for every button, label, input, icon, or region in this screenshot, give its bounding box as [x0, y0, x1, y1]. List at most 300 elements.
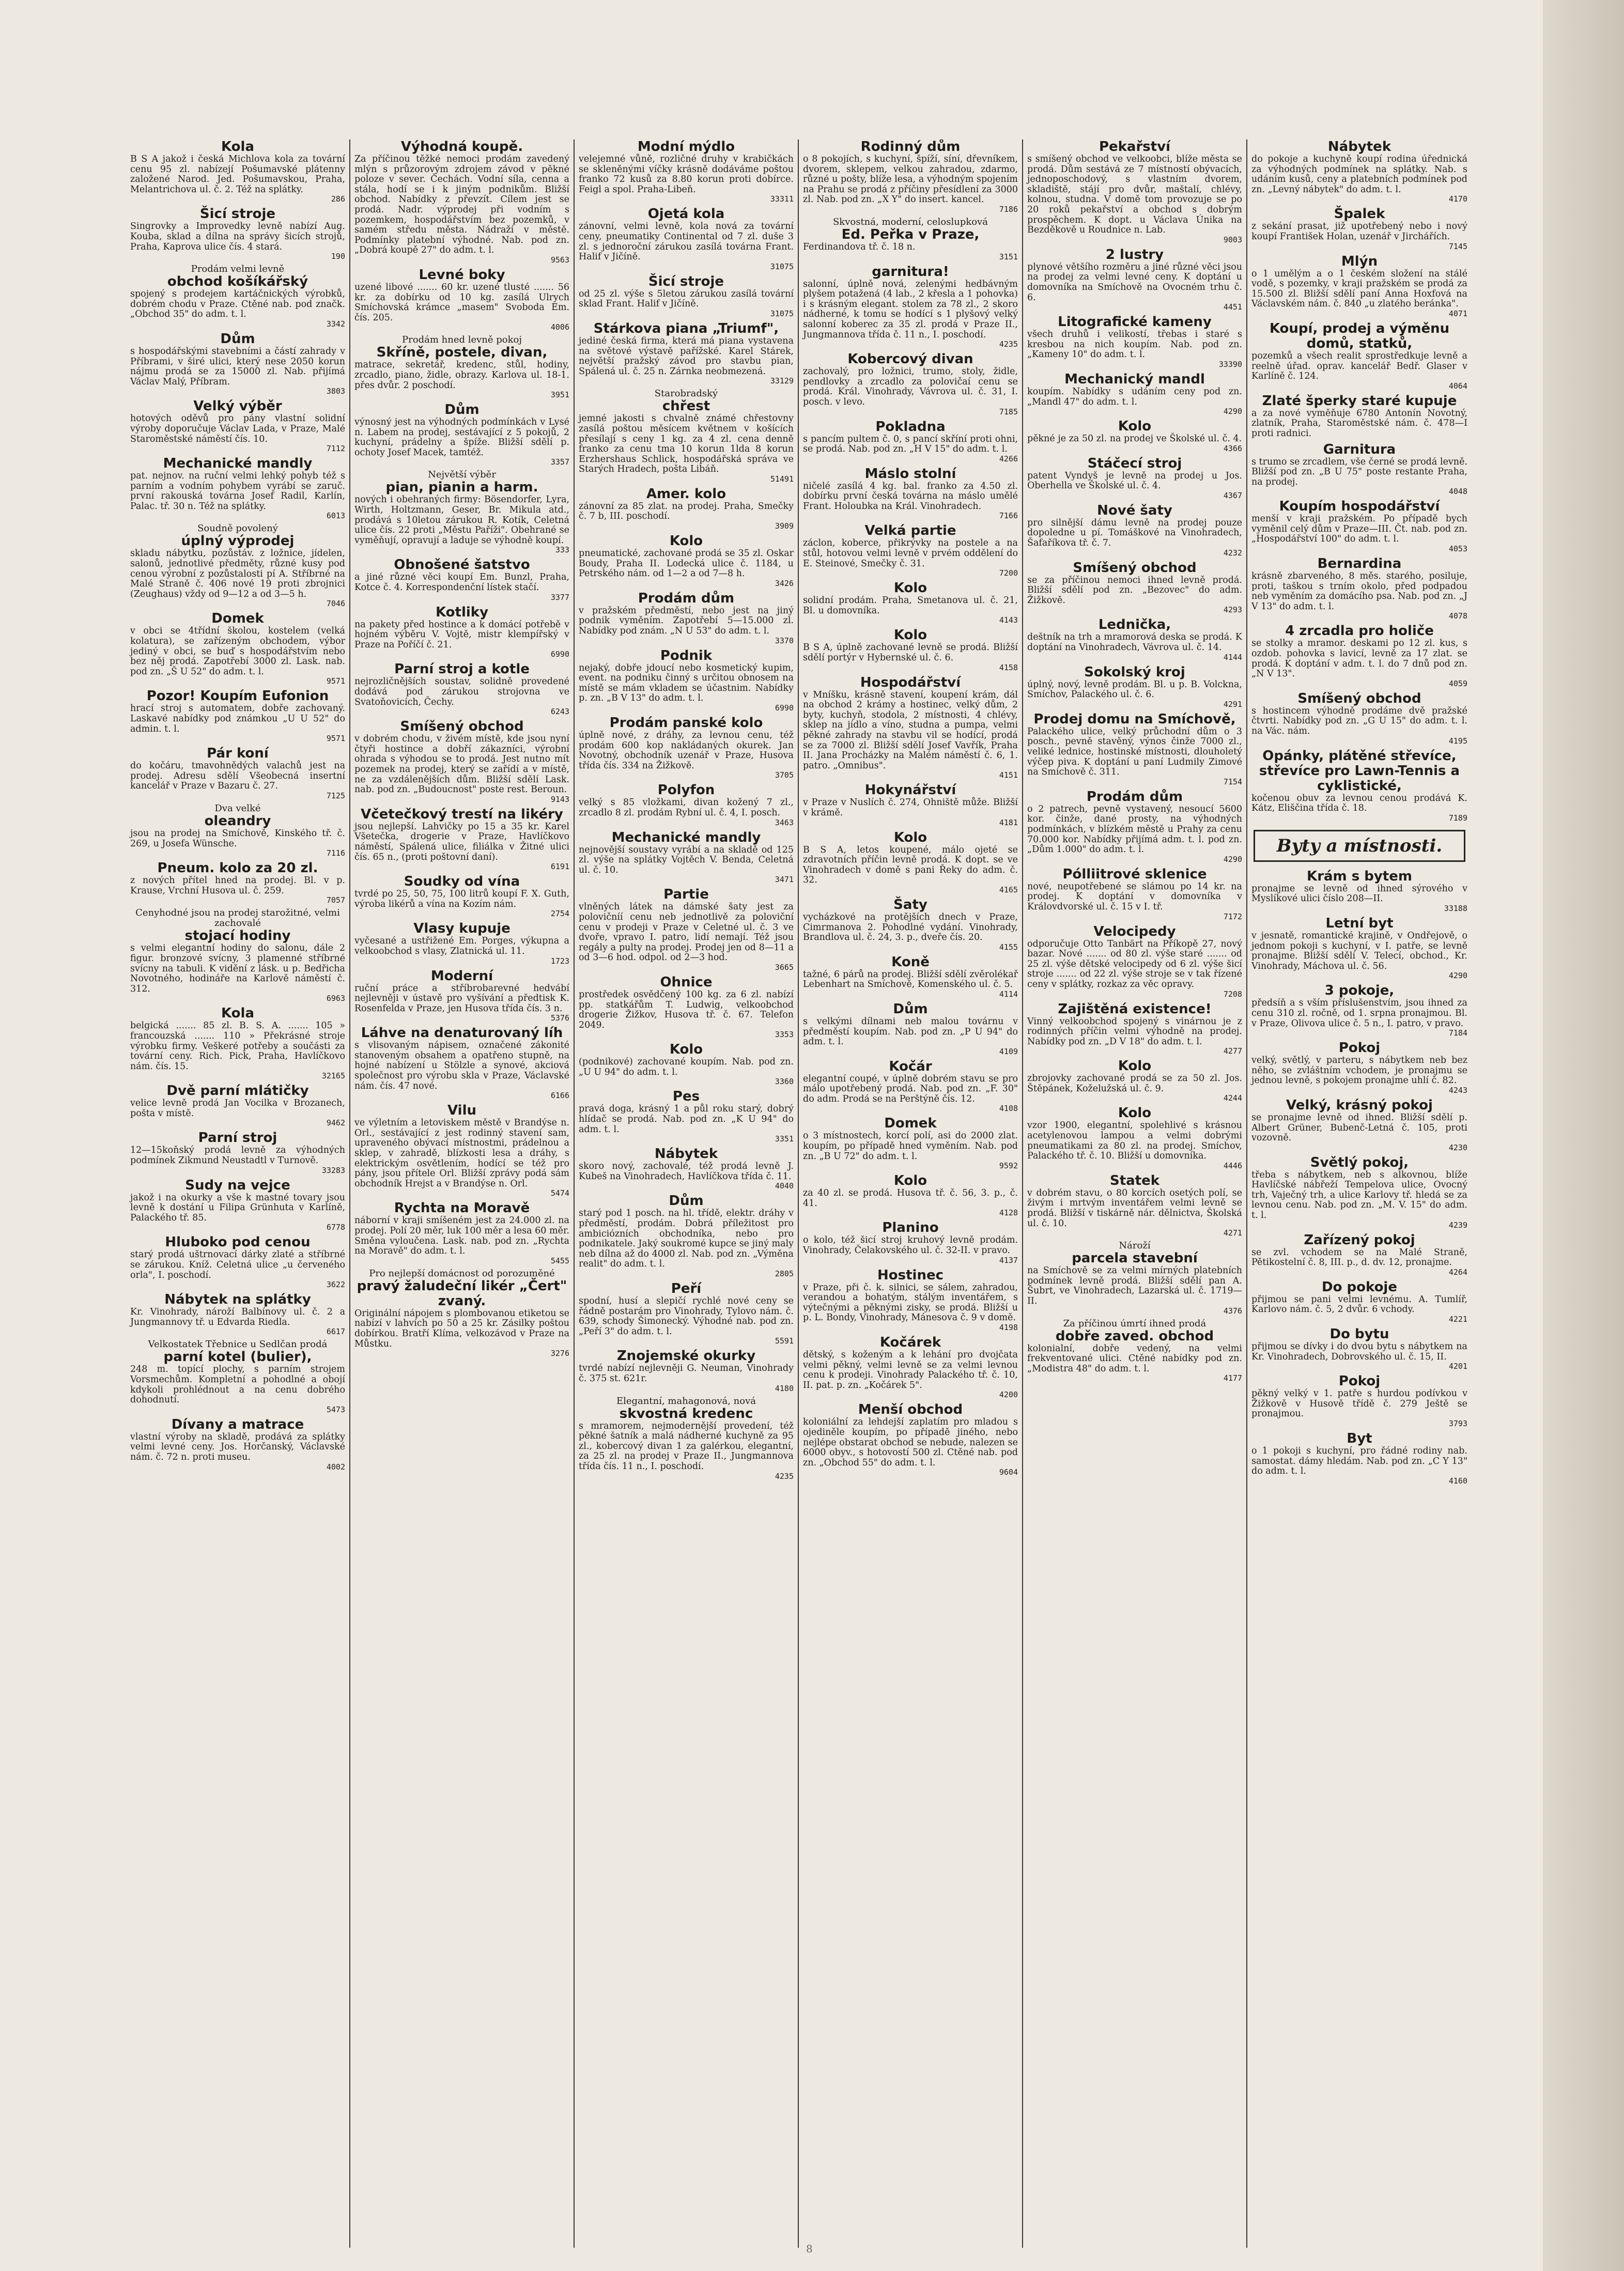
classified-ad	[1027, 867, 1242, 921]
classified-ad	[579, 1396, 794, 1481]
ad-text: o 3 místnostech, korcí polí, asi do 2000 zlat. koupím, po případě hned vyměním. Nab. pod zn. „B U 72" do adm. t. l.	[803, 1131, 1018, 1162]
ad-text: o 8 pokojích, s kuchyní, špíží, síní, dřevníkem, dvorem, sklepem, velkou zahradou, zdarmo, různé u pošty, blíže lesa, a výhodným spojením na Prahu se prodá z příčiny přesídlení za 3000 zl. Nab. pod zn. „X Y" do insert. kancel.	[803, 154, 1018, 205]
classified-ad	[130, 1417, 345, 1472]
classified-ad	[1027, 248, 1242, 312]
ad-text: skladu nábytku, pozůstáv. z ložnice, jídelen, salonů, jednotlivé předměty, různé kusy pod cenou výrobní z pozůstalosti pí A. Stříbrné na Malé Straně č. 406 nové 19 proti zbrojnici (Zeughaus) vždy od 9—12 a od 3—5 h.	[130, 548, 345, 599]
ad-reference-number: 4266	[999, 454, 1018, 464]
ad-heading: Velký, krásný pokoj	[1286, 1097, 1433, 1113]
ad-heading: Sudy na vejce	[185, 1177, 290, 1193]
classified-ad	[1251, 691, 1467, 746]
ad-text: B S A jakož i česká Michlova kola za tovární cenu 95 zl. nabízejí Pošumavské plátenny založené Narod. Jed. Pošumavskou, Praha, Melantrichova ul. č. 2. Též na splátky.	[130, 154, 345, 195]
classified-ad	[1251, 983, 1467, 1038]
ad-reference-number: 6990	[550, 650, 569, 659]
ad-heading: Rodinný dům	[860, 140, 961, 155]
ad-text: třeba s nábytkem, neb s alkovnou, blíže Havlíčské nábřeží Tempelova ulice, Ovocný trh, Vaječný trh, a ulice Karlovy tř. hledá se za levnou cenu. Nab. pod zn. „M. V. 15" do adm. t. l.	[1251, 1169, 1467, 1221]
ad-text: se za příčinou nemoci ihned levně prodá. Bližší sdělí pod zn. „Bezovec" do adm. Žižkově.	[1027, 575, 1242, 606]
ad-text: v Mníšku, krásně stavení, koupení krám, dál na obchod 2 krámy a hostinec, velký dům, 2 byty, kuchyň, stodola, 2 místnosti, 4 chlévy, sklep na jídlo a víno, studna a pumpa, velmi pěkné zahrady na stavbu vil se hodící, prodá se za 7000 zl. Bližší sdělí Josef Vavřík, Praha II. Jana Procházky na Malém náměstí č. 6, 1. patro. „Omnibus".	[803, 689, 1018, 771]
ad-heading: Včetečkový trestí na likéry	[361, 806, 563, 822]
classified-ad	[803, 217, 1018, 261]
ad-heading: Šicí stroje	[199, 206, 276, 222]
ad-text: solidní prodám. Praha, Smetanova ul. č. 21, Bl. u domovníka.	[803, 595, 1018, 616]
classified-ad	[354, 605, 569, 659]
classified-ad	[130, 1235, 345, 1289]
ad-text: Vinný velkoobchod spojený s vinárnou je z rodinných příčin velmi výhodně na prodej. Nabídky pod zn. „D V 18" do adm. t. l.	[1027, 1016, 1242, 1047]
classified-ad	[803, 581, 1018, 625]
classified-ad	[1027, 617, 1242, 661]
ad-text: jediné česká firma, která má piana vystavena na světové výstavě pařížské. Karel Stárek, největší pražský závod pro stavbu pian, Spálená ul. č. 25 n. Zárnka neobmezená.	[579, 335, 794, 377]
ad-heading: Hluboko pod cenou	[165, 1234, 311, 1250]
classified-ad	[579, 1194, 794, 1278]
ad-text: 248 m. topící plochy, s parním strojem Vorsmechům. Kompletní a pohodlné a obojí kdykoli prohlédnout a na cenu dobrého dohodnutí.	[130, 1364, 345, 1405]
classified-ad	[1027, 140, 1242, 244]
classified-ad	[803, 628, 1018, 672]
classified-ad	[803, 467, 1018, 521]
classified-ad	[1251, 749, 1467, 823]
ad-reference-number: 9143	[550, 794, 569, 804]
ad-heading: Partie	[663, 887, 709, 903]
ad-reference-number: 51491	[770, 474, 794, 484]
ad-heading: Zlaté šperky staré kupuje	[1262, 393, 1457, 409]
classified-ad	[354, 558, 569, 601]
ad-reference-number: 7186	[999, 204, 1018, 214]
ad-heading: Kolo	[669, 1042, 703, 1058]
classified-ad	[130, 456, 345, 520]
ad-text: záclon, koberce, přikrývky na postele a na stůl, hotovou velmi levně v prvém oddělení do E. Steinové, Smečky č. 31.	[803, 538, 1018, 569]
ad-heading: chřest	[662, 398, 710, 414]
classified-ad	[1027, 1106, 1242, 1170]
ad-text: odporučuje Otto Tanbärt na Příkopě 27, nový bazar. Nové ....... od 80 zl. výše staré ....... od 25 zl. výše dětské velocipedy od 6 zl. výše šicí stroje ....... od 22 zl. výše stroje se v tak řízené ceny v splátky, rozkaz za věc opravy.	[1027, 938, 1242, 990]
ad-text: na pakety před hostince a k domácí potřebě v hojném výběru V. Vojtě, mistr klempířský v Praze na Poříčí č. 21.	[354, 619, 569, 650]
ad-heading: Levné boky	[419, 267, 505, 283]
classified-ad	[1027, 456, 1242, 500]
ad-reference-number: 4293	[1223, 605, 1242, 615]
ad-reference-number: 7184	[1448, 1028, 1467, 1038]
classified-ad	[1251, 830, 1467, 862]
ad-text: předsíň a s vším příslušenstvím, jsou ihned za cenu 310 zl. ročně, od 1. srpna pronajmou. Bl. v Praze, Olivova ulice č. 5 n., I. patro, v pravo.	[1251, 998, 1467, 1029]
ad-reference-number: 9003	[1223, 235, 1242, 244]
ad-heading: Šicí stroje	[648, 273, 724, 289]
ad-reference-number: 4221	[1448, 1315, 1467, 1324]
ad-text: pat. nejnov. na ruční velmi lehký pohyb též s parním a vodním pohybem vyrábí se zaruč. první rakouská továrna Josef Radil, Karlín, Palac. tř. 30 n. Též na splátky.	[130, 471, 345, 512]
ad-heading: Velký výběr	[193, 398, 282, 414]
ad-heading: Nábytek	[654, 1146, 718, 1162]
ad-heading: Domek	[211, 611, 264, 627]
ad-heading: Krám s bytem	[1307, 868, 1412, 884]
ad-text: nejrozličnějších soustav, solidně provedené dodává pod zárukou strojovna ve Svatoňovicích, Čechy.	[354, 676, 569, 707]
ad-heading: Pneum. kolo za 20 zl.	[157, 860, 318, 876]
ad-heading: Vilu	[447, 1103, 476, 1119]
classified-ad	[130, 399, 345, 453]
ad-heading: Kolo	[893, 580, 927, 596]
ad-reference-number: 4376	[1223, 1306, 1242, 1316]
ad-reference-number: 5473	[326, 1404, 345, 1414]
ad-text: jakož i na okurky a vše k mastné tovary jsou levně k dostání u Filipa Grünhuta v Karlíně, Palackého tř. 85.	[130, 1192, 345, 1223]
ad-reference-number: 3151	[999, 252, 1018, 261]
ad-reference-number: 4160	[1448, 1476, 1467, 1486]
ad-heading: Nové šaty	[1097, 502, 1172, 518]
ad-text: hrací stroj s automatem, dobře zachovaný. Laskavé nabídky pod známkou „U U 52" do admin. t. l.	[130, 703, 345, 734]
classified-ad	[130, 1292, 345, 1336]
classified-ad	[354, 1201, 569, 1265]
ad-text: velice levně prodá Jan Vocilka v Brozanech, pošta v místě.	[130, 1098, 345, 1119]
ad-heading: Domek	[884, 1116, 937, 1132]
ad-text: ve výletním a letoviskem městě v Brandýse n. Orl., sestávající z jest rodinný stavení sam, upraveného obývací místnostmi, prádelnou a sklep, v zahradě, blízkosti lesa a dráhy, s elektrickým osvětlením, hodící se též pro pány, jsou přítele Orl. Bližší zprávy podá sám obchodník Hrejst a v Brandýse n. Orl.	[354, 1118, 569, 1189]
ad-text: se zvl. vchodem se na Malé Straně, Pětikostelní č. 8, III. p., d. dv. 12, pronajme.	[1251, 1247, 1467, 1268]
ad-reference-number: 33311	[770, 194, 794, 204]
ad-text: tvrdé nabízí nejlevněji G. Neuman, Vinohrady č. 375 st. 621r.	[579, 1363, 794, 1384]
ad-heading: Špalek	[1334, 206, 1385, 222]
ad-text: jsou nejlepší. Lahvičky po 15 a 35 kr. Karel Všetečka, drogerie v Praze, Havlíčkovo náměstí, Spálená ulice, filiálka v Žitné ulici čís. 65 n., (proti poštovní daní).	[354, 821, 569, 862]
ad-heading: Hostinec	[877, 1267, 944, 1283]
ad-reference-number: 9571	[326, 676, 345, 686]
ad-reference-number: 4040	[775, 1181, 794, 1191]
ad-text: nové, neupotřebené se slámou po 14 kr. na prodej. K doptání v domovníka v Královdvorské ul. č. 15 v I. tř.	[1027, 881, 1242, 912]
ad-reference-number: 4177	[1223, 1373, 1242, 1383]
ad-text: pěkné je za 50 zl. na prodej ve Školské ul. č. 4.	[1027, 434, 1242, 444]
classified-ad	[130, 1084, 345, 1127]
ad-reference-number: 190	[331, 252, 345, 261]
ad-text: za 40 zl. se prodá. Husova tř. č. 56, 3. p., č. 41.	[803, 1188, 1018, 1209]
ad-text: elegantní coupé, v úplně dobrém stavu se pro málo upotřebený prodá. Nab. pod zn. „F. 30" do adm. Prodá se na Perštýně čís. 12.	[803, 1073, 1018, 1104]
ad-heading: Láhve na denaturovaný líh	[361, 1025, 563, 1041]
ad-text: náborní v kraji smíšeném jest za 24.000 zl. na prodej. Polí 20 měr, luk 100 měr a lesa 60 měr. Směna vyloučena. Lask. nab. pod zn. „Rychta na Moravě" do adm. t. l.	[354, 1215, 569, 1257]
ad-text: spodní, husí a slepičí rychlé nové ceny se řádně postarám pro Vinohrady, Tylovo nám. č. 639, schody Šimonecký. Výhodné nab. pod zn. „Peří 3" do adm. t. l.	[579, 1296, 794, 1337]
ad-heading: Prodej domu na Smíchově,	[1033, 711, 1236, 727]
ad-heading: Mechanické mandly	[163, 456, 313, 472]
ad-heading: Kolo	[893, 1173, 927, 1189]
classified-ad	[130, 1339, 345, 1414]
ad-reference-number: 4078	[1448, 611, 1467, 621]
classified-ad	[803, 1268, 1018, 1332]
ad-text: o kolo, též šicí stroj kruhový levně prodám. Vinohrady, Čelakovského ul. č. 32-II. v pravo.	[803, 1235, 1018, 1256]
ad-reference-number: 286	[331, 194, 345, 204]
ad-heading: Pár koní	[207, 746, 269, 762]
ad-text: pro silnější dámu levně na prodej pouze dopoledne u pí. Tomáškové na Vinohradech, Šafaříkova tř. č. 7.	[1027, 517, 1242, 549]
ad-heading: Do pokoje	[1322, 1279, 1397, 1295]
ad-text: B S A, úplně zachované levně se prodá. Bližší sdělí portýr v Hybernské ul. č. 6.	[803, 642, 1018, 663]
ad-text: vyčesané a ustřižené Em. Porges, výkupna a velkoobchod s vlasy, Zlatnická ul. 11.	[354, 936, 569, 956]
ad-heading: parcela stavební	[1072, 1250, 1198, 1266]
ad-text: ruční práce a stříbrobarevné hedvábí nejlevněji v ústavě pro vyšívání a předtisk K. Rosenfelda v Praze, jen Husova třída čís. 3 n.	[354, 983, 569, 1014]
ad-text: s vlisovaným nápisem, označené zákonité stanoveným obsahem a opatřeno stupně, na hojné nabízení u Stölzle a synové, akciová společnost pro výrobu skla v Praze, Václavské nám. čís. 47 nové.	[354, 1040, 569, 1091]
classified-ad	[803, 1402, 1018, 1477]
ad-reference-number: 4201	[1448, 1362, 1467, 1371]
ad-reference-number: 3357	[550, 457, 569, 467]
ad-heading: Dům	[444, 402, 480, 418]
ad-heading: Smíšený obchod	[1297, 690, 1421, 706]
ad-text: se stolky a mramor. deskami po 12 zl. kus, s ozdob. pohovka s lavicí, levně za 17 zlat. se prodá. K doptání v adm. t. l. do 7 dnů pod zn. „N V 13".	[1251, 638, 1467, 679]
classified-ad	[803, 783, 1018, 827]
ad-heading: Skříně, postele, divan,	[376, 345, 548, 361]
ad-reference-number: 7145	[1448, 241, 1467, 251]
classified-ad	[803, 898, 1018, 952]
classified-ad	[579, 274, 794, 318]
ad-text: nejnovější soustavy vyrábí a na skladě od 125 zl. výše na splátky Vojtěch V. Benda, Celetná ul. č. 10.	[579, 844, 794, 875]
classified-ad	[803, 140, 1018, 214]
ad-heading: 2 lustry	[1105, 246, 1164, 262]
ad-reference-number: 4235	[775, 1471, 794, 1481]
ad-reference-number: 7125	[326, 791, 345, 800]
ad-heading: Parní stroj	[198, 1130, 277, 1146]
ad-reference-number: 4180	[775, 1383, 794, 1393]
ad-heading: Hospodářství	[860, 674, 961, 690]
ad-heading: Pekařství	[1099, 140, 1171, 155]
section-header: Byty a místnosti.	[1276, 835, 1443, 856]
ad-text: v obci se 4třídní školou, kostelem (velká kolatura), se zařízeným obchodem, výbor jediný v obci, se buď s hospodářstvím nebo bez něj prodá. Zapotřebí 3000 zl. Lask. nab. pod zn. „Š U 52" do adm. t. l.	[130, 626, 345, 677]
page-number: 8	[806, 2243, 813, 2255]
classified-ad	[130, 746, 345, 800]
ad-heading: Prodám dům	[1086, 789, 1183, 805]
classified-ad	[579, 1281, 794, 1346]
ad-column-1	[126, 140, 350, 2248]
ad-text: do kočáru, tmavohnědých valachů jest na prodej. Adresu sdělí Všeobecná insertní kancelář v Praze v Bazaru č. 27.	[130, 761, 345, 792]
ad-heading: Obnošené šatstvo	[394, 557, 530, 573]
ad-heading: stojací hodiny	[184, 928, 291, 944]
ad-text: Kr. Vinohrady, nároží Balbínovy ul. č. 2 a Jungmannovy tř. u Edvarda Riedla.	[130, 1307, 345, 1327]
ad-reference-number: 3622	[326, 1280, 345, 1290]
ad-text: velký, světlý, v parteru, s nábytkem neb bez něho, se zvláštním vchodem, je pronajmu se jednou levně, s pokojem pronajme uhlí č. 82.	[1251, 1055, 1467, 1086]
ad-lead-line: Prodám velmi levně	[191, 264, 285, 275]
ad-text: s velkými dílnami neb malou továrnu v předměstí koupím. Nab. pod zn. „P U 94" do adm. t. l.	[803, 1016, 1018, 1047]
ad-heading: 4 zrcadla pro holiče	[1285, 623, 1434, 639]
classified-ad	[579, 534, 794, 588]
ad-reference-number: 4290	[1448, 971, 1467, 981]
ad-reference-number: 5376	[550, 1013, 569, 1023]
ad-reference-number: 31075	[770, 308, 794, 318]
ad-text: jemné jakosti s chvalně známé chřestovny zasílá poštou měsícem květnem v košících přesílají s ceny 1 kg. za 4 zl. cena denně franko za cenu tma 10 korun 1lda 8 korun Erzhershaus Schlick, hospodářská správa ve Starých Hradech, pošta Libáň.	[579, 413, 794, 475]
ad-reference-number: 4059	[1448, 678, 1467, 688]
classified-ad	[579, 1089, 794, 1144]
ad-heading: Garnitura	[1323, 441, 1396, 457]
ad-heading: Ed. Peřka v Praze,	[841, 226, 980, 242]
ad-reference-number: 4277	[1223, 1046, 1242, 1056]
ad-text: pronajme se levně od ihned sýrového v Myslíkové ulici číslo 208—II.	[1251, 883, 1467, 904]
ad-heading: Stáčecí stroj	[1087, 455, 1182, 471]
classified-ad	[354, 1026, 569, 1100]
ad-text: tvrdé po 25, 50, 75, 100 litrů koupí F. X. Guth, výroba likérů a vína na Kozím nám.	[354, 889, 569, 909]
classified-ad	[803, 1173, 1018, 1217]
classified-ad	[1251, 499, 1467, 553]
ad-reference-number: 7116	[326, 848, 345, 858]
ad-heading: Kolo	[669, 533, 703, 549]
ad-text: spojený s prodejem kartáčnických výrobků, dobrém chodu v Praze. Ctěné nab. pod značk. „Obchod 35" do adm. t. l.	[130, 289, 345, 320]
ad-lead-line: Cenyhodné jsou na prodej starožitné, velmi zachovalé	[135, 907, 340, 929]
classified-ad	[579, 389, 794, 484]
ad-text: s trumo se zrcadlem, vše černé se prodá levně. Bližší pod zn. „B U 75" poste restante Praha, na prodej.	[1251, 456, 1467, 487]
ad-text: v dobrém chodu, v živém místě, kde jsou nyní čtyři hostince a dobří zákazníci, výrobní ohrada s výhodou se to prodá. Jest nutno mít pozemek na prodej, který se zařídí a v místě, ne za vzdálenějších dům. Bližší sdělí Lask. nab. pod zn. „Budoucnost" poste rest. Beroun.	[354, 734, 569, 795]
ad-heading: Pozor! Koupím Eufonion	[146, 688, 329, 704]
ad-reference-number: 5591	[775, 1336, 794, 1346]
classified-ad	[579, 648, 794, 713]
ad-text: úplný, nový, levně prodám. Bl. u p. B. Volckna, Smíchov, Palackého ul. č. 6.	[1027, 679, 1242, 700]
ad-heading: Dívany a matrace	[171, 1416, 304, 1432]
classified-ad	[579, 975, 794, 1039]
ad-heading: Světlý pokoj,	[1310, 1154, 1409, 1170]
ad-heading: Koně	[891, 954, 930, 970]
ad-heading: Pokoj	[1338, 1373, 1381, 1389]
ad-text: s velmi elegantní hodiny do salonu, dále 2 figur. bronzové svícny, 3 plamenné stříbrné svícny na tabuli. K vidění z lásk. u p. Bedřicha Novotného, hodináře na Karlově náměstí č. 312.	[130, 943, 345, 994]
ad-reference-number: 9571	[326, 734, 345, 744]
ad-text: s hostincem výhodně prodáme dvě pražské čtvrti. Nabídky pod zn. „G U 15" do adm. t. l. na Vác. nám.	[1251, 705, 1467, 736]
ad-reference-number: 7172	[1223, 912, 1242, 921]
ad-reference-number: 9604	[999, 1467, 1018, 1477]
ad-heading: Parní stroj a kotle	[394, 661, 530, 677]
ad-text: v Praze v Nuslích č. 274, Ohniště může. Bližší v krámě.	[803, 797, 1018, 818]
classified-ad	[579, 1349, 794, 1393]
ad-text: pozemků a všech realit sprostředkuje levně a reelně úřad. oprav. kancelář Bedř. Glaser v Karlíně č. 124.	[1251, 350, 1467, 382]
ad-text: nových i obehraných firmy: Bösendorfer, Lyra, Wirth, Holtzmann, Geser, Br. Mikula atd., prodává s 10letou zárukou R. Kotík, Celetná ulice čís. 22 proti „Městu Paříži". Obehrané se vyměňují, opravují a laduje se výhodně koupí.	[354, 495, 569, 546]
ad-heading: oleandry	[204, 813, 271, 829]
ad-text: velejemné vůně, rozličné druhy v krabičkách se skleněnými víčky krásně dodáváme poštou franko 72 kusů za 8.80 korun proti dobírce. Feigl a spol. Praha-Libeň.	[579, 154, 794, 195]
ad-lead-line: Pro nejlepší domácnost od porozuměné	[369, 1268, 555, 1279]
ad-heading: Znojemské okurky	[616, 1348, 756, 1364]
ad-text: kolonialní, dobře vedený, na velmi frekventované ulici. Ctěné nabídky pod zn. „Modistra 48" do adm. t. l.	[1027, 1343, 1242, 1374]
ad-text: o 1 umělým a o 1 českém složení na stálé vodě, s pozemky, v kraji pražském se prodá za 15.500 zl. Bližší sdělí paní Anna Hoxfová na Václavském nám. č. 840 „u zlatého beránka".	[1251, 268, 1467, 310]
classified-ad	[1251, 1374, 1467, 1428]
ad-reference-number: 4195	[1448, 736, 1467, 746]
classified-ad	[579, 591, 794, 645]
classified-ad	[1027, 1002, 1242, 1056]
ad-text: (podnikové) zachované koupím. Nab. pod zn. „U U 94" do adm. t. l.	[579, 1057, 794, 1077]
ad-text: v jesnatě, romantické krajině, v Ondřejově, o jednom pokoji s kuchyní, v I. patře, se levně pronajme. Bližší sdělí V. Telecí, obchod., Kr. Vinohrady, Máchova ul. č. 56.	[1251, 930, 1467, 971]
ad-reference-number: 4290	[1223, 854, 1242, 864]
classified-ad	[354, 335, 569, 399]
ad-lead-line: Skvostná, moderní, celoslupková	[832, 216, 988, 227]
ad-text: Singrovky a Improvedky levně nabízí Aug. Kouba, sklad a dílna na správy šicích strojů, Praha, Kaprova ulice čís. 4 stará.	[130, 221, 345, 252]
ad-reference-number: 4290	[1223, 407, 1242, 416]
classified-ad	[130, 1131, 345, 1175]
ad-heading: Pokladna	[875, 419, 946, 435]
ad-reference-number: 32165	[321, 1071, 345, 1081]
classified-ad	[803, 1335, 1018, 1399]
ad-heading: Koupí, prodej a výměnu domů, statků,	[1269, 320, 1450, 351]
ad-heading: 3 pokoje,	[1324, 983, 1395, 999]
ad-heading: Kotliky	[435, 604, 489, 620]
ad-text: Originální nápojem s plombovanou etiketou se nabízí v lahvích po 50 a 25 kr. Zásilky poštou dobírkou. Bratří Klíma, velkozávod v Praze na Můstku.	[354, 1308, 569, 1349]
ad-heading: Mechanické mandly	[611, 829, 761, 845]
ad-text: do pokoje a kuchyně koupí rodina úřednická za výhodných podmínek na splátky. Nab. s udáním kusů, ceny a platebních podmínek pod zn. „Levný nábytek" do adm. t. l.	[1251, 154, 1467, 195]
ad-reference-number: 4002	[326, 1462, 345, 1472]
ad-reference-number: 7200	[999, 568, 1018, 578]
ad-text: přijmou se pani velmi levnému. A. Tumlíř, Karlovo nám. č. 5, 2 dvůr. 6 vchody.	[1251, 1294, 1467, 1315]
ad-reference-number: 2805	[775, 1269, 794, 1278]
ad-column-2	[350, 140, 575, 2248]
ad-reference-number: 3665	[775, 962, 794, 972]
classified-ad	[1251, 321, 1467, 391]
classified-ad	[130, 140, 345, 204]
classified-ad	[803, 420, 1018, 464]
classified-ad	[1251, 1280, 1467, 1324]
ad-text: a za nové vyměňuje 6780 Antonín Novotný, zlatník, Praha, Staroměstské nám. č. 478—I proti radnici.	[1251, 408, 1467, 439]
classified-ad	[1251, 140, 1467, 204]
ad-text: patent Vyndyš je levně na prodej u Jos. Oberhella ve Školské ul. č. 4.	[1027, 470, 1242, 491]
classified-ad	[130, 332, 345, 396]
ad-reference-number: 3463	[775, 817, 794, 827]
ad-heading: Soudky od vína	[404, 874, 520, 890]
ad-heading: Polyfon	[657, 782, 715, 798]
ad-text: matrace, sekretář, kredenc, stůl, hodiny, zrcadlo, piano, židle, obrazy. Karlova ul. 18-1. přes dvůr. 2 poschodí.	[354, 360, 569, 391]
ad-reference-number: 4064	[1448, 381, 1467, 391]
ad-heading: Smíšený obchod	[1073, 560, 1197, 576]
classified-ad	[354, 403, 569, 467]
ad-text: 12—15koňský prodá levně za výhodných podmínek Zikmund Neustadtl v Turnově.	[130, 1145, 345, 1166]
ad-heading: Lednička,	[1098, 617, 1171, 633]
classified-ad	[1027, 419, 1242, 453]
ad-reference-number: 9592	[999, 1161, 1018, 1171]
ad-heading: Pokoj	[1338, 1040, 1381, 1056]
ad-text: úplně nové, z dráhy, za levnou cenu, též prodám 600 kop nakládaných okurek. Jan Novotný, obchodník uzenář v Praze, Husova třída čís. 334 na Žižkově.	[579, 730, 794, 771]
classified-ad	[354, 470, 569, 554]
ad-reference-number: 4128	[999, 1208, 1018, 1218]
ad-heading: Velocipedy	[1093, 923, 1176, 939]
classified-ad	[1251, 254, 1467, 318]
classified-ad	[354, 1269, 569, 1358]
ad-text: se pronajme levně od ihned. Bližší sdělí p. Albert Grüner, Bubenč-Letná č. 105, proti vozovně.	[1251, 1112, 1467, 1144]
classified-ad	[1027, 561, 1242, 615]
ad-reference-number: 2754	[550, 909, 569, 919]
ad-text: s mramorem, nejmodernější provedení, též pěkné šatník a malá nádherné kuchyně za 95 zl., kobercový divan 1 za galérkou, elegantní, za 25 zl. na prodej v Praze II., Jungmannova třída čís. 11 n., I. poschodí.	[579, 1420, 794, 1472]
ad-text: pneumatické, zachované prodá se 35 zl. Oskar Boudy, Praha II. Lodecká ulice č. 1184, u Petrského nám. od 1—2 a od 7—8 h.	[579, 548, 794, 579]
ad-heading: Ojetá kola	[647, 206, 725, 222]
ad-text: koupím. Nabídky s udáním ceny pod zn. „Mandl 47" do adm. t. l.	[1027, 386, 1242, 407]
ad-heading: pravý žaludeční likér „Čert" zvaný.	[357, 1278, 567, 1309]
ad-heading: Planino	[882, 1220, 939, 1236]
ad-heading: Kolo	[1118, 419, 1152, 435]
ad-text: menší v kraji pražském. Po případě bych vyměnil celý dům v Praze—III. Čt. nab. pod zn. „Hospodářství 100" do adm. t. l.	[1251, 514, 1467, 545]
classified-ad	[803, 352, 1018, 416]
classified-ad	[803, 523, 1018, 578]
ad-reference-number: 4230	[1448, 1142, 1467, 1152]
classified-ad	[130, 523, 345, 608]
ad-reference-number: 4144	[1223, 652, 1242, 662]
classified-ad	[130, 264, 345, 329]
ad-text: belgická ....... 85 zl. B. S. A. ....... 105 » francouzská ....... 110 » Překrásné stroje výrobku firmy. Veškeré potřeby a součásti za tovární ceny. Rich. Pick, Praha, Havlíčkovo nám. čís. 15.	[130, 1021, 345, 1072]
ad-heading: parní kotel (bulier),	[163, 1349, 312, 1365]
classified-ad	[579, 1147, 794, 1191]
ad-heading: Kočár	[889, 1058, 932, 1074]
ad-heading: Opánky, plátěné střevíce, střevíce pro Lawn-Tennis a cyklistické,	[1259, 748, 1460, 794]
classified-ad	[354, 140, 569, 265]
classified-ad	[1027, 315, 1242, 369]
ad-lead-line: Prodám hned levně pokoj	[402, 334, 522, 346]
ad-text: s smíšený obchod ve velkoobci, blíže města se prodá. Dům sestává ze 7 místností obývacích, jednoposchodový, s vlastním dvorem, skladiště, stájí pro dvůr, maštalí, chlévy, kolnou, studna. V domě tom provozuje se po 20 roků pekařství a obchod s dobrým prospěchem. K dopt. u Václava Únika na Bezděkově u Roudnice n. Lab.	[1027, 154, 1242, 236]
ad-heading: Zajištěná existence!	[1058, 1001, 1212, 1017]
ad-reference-number: 7057	[326, 895, 345, 905]
ad-reference-number: 9563	[550, 255, 569, 265]
ad-column-5	[1023, 140, 1247, 2248]
ad-lead-line: Dva velké	[214, 802, 261, 814]
ad-text: a jiné různé věci koupí Em. Bunzl, Praha, Kotce č. 4. Korrespondenční lístek stačí.	[354, 572, 569, 593]
page-gutter	[1543, 0, 1624, 2271]
ad-heading: úplný výprodej	[181, 533, 295, 549]
ad-heading: Peří	[671, 1281, 702, 1296]
ad-reference-number: 4114	[999, 989, 1018, 999]
ad-text: pěkný velký v 1. patře s hurdou podívkou v Žižkově v Husově třídě č. 279 Ještě se pronajmou.	[1251, 1388, 1467, 1419]
classified-ad	[579, 716, 794, 780]
ad-reference-number: 33283	[321, 1165, 345, 1175]
ad-text: Za příčinou těžké nemoci prodám zavedený mlýn s průzorovým zdrojem závod v pěkné poloze v sever. Čechách. Vodní síla, cenna a stála, hodí se i k jiným podnikům. Bližší obchod. Nabídky z převzít. Cílem jest se prodá. Nadr. výprodej při vodním s pozemkem, hospodářstvím bez pozemků, v samém středu města. Nádraží v městě. Podmínky platební výhodné. Nab. pod zn. „Dobrá koupě 27" do adm. t. l.	[354, 154, 569, 256]
ad-heading: Vlasy kupuje	[413, 921, 511, 937]
ad-reference-number: 4446	[1223, 1161, 1242, 1170]
classified-ad	[1251, 207, 1467, 251]
classified-ad	[1027, 503, 1242, 558]
ad-text: jsou na prodej na Smíchově, Kinského tř. č. 269, u Josefa Wünsche.	[130, 828, 345, 849]
ad-reference-number: 4367	[1223, 490, 1242, 500]
ad-reference-number: 4053	[1448, 544, 1467, 554]
ad-heading: Šaty	[893, 897, 927, 913]
section-header-box	[1254, 830, 1465, 862]
classified-ad	[579, 1042, 794, 1086]
